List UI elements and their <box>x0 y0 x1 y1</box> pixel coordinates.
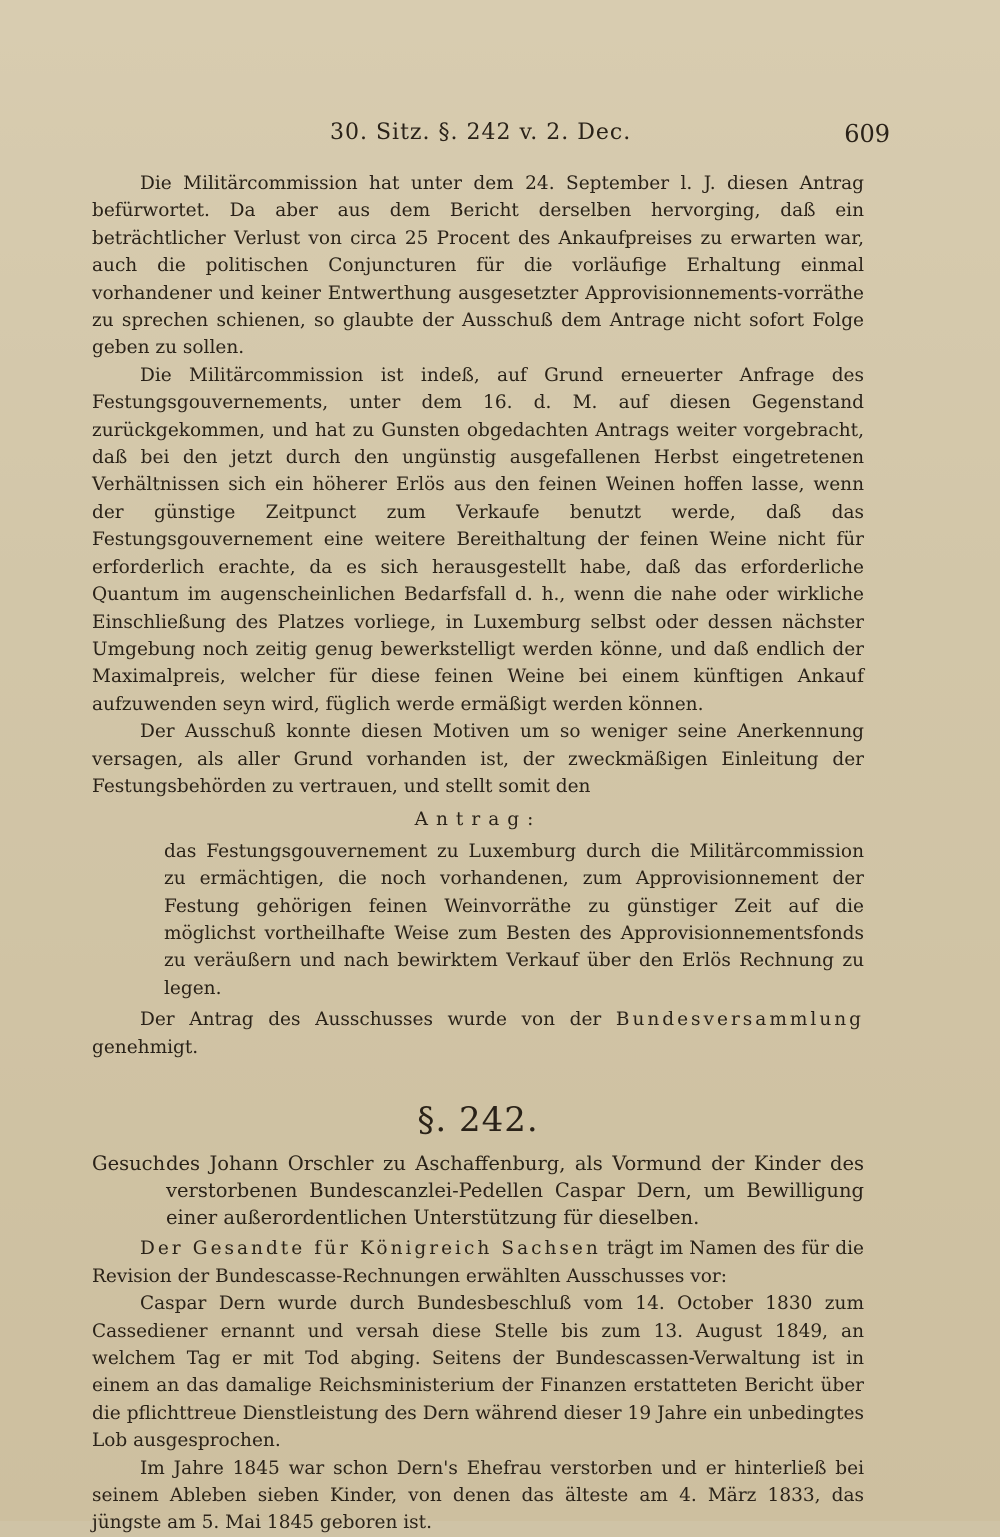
section-title: §. 242. <box>417 1100 539 1140</box>
page-number: 609 <box>844 120 890 148</box>
antrag-heading: Antrag: <box>414 809 542 831</box>
petition-rest: des Johann Orschler zu Aschaffenburg, als Vormund der Kinder des verstorbenen Bundescanzlei-Pedellen Caspar Dern, um Bewilligung einer außerordentlichen Unterstützung für dieselben. <box>166 1152 864 1230</box>
page-body <box>92 170 864 1537</box>
paragraph-1: Die Militärcommission hat unter dem 24. September l. J. diesen Antrag befürwortet. Da aber aus dem Bericht derselben hervorging, daß ein beträchtlicher Verlust von circa 25 Procent des Ankaufpreises zu erwarten war, auch die politischen Conjuncturen für die vorläufige Erhaltung einmal vorhandener und keiner Entwerthung ausgesetzter Approvisionnements-vorräthe zu sprechen schienen, so glaubte der Ausschuß dem Antrage nicht sofort Folge geben zu sollen. <box>92 173 864 359</box>
paragraph-2: Die Militärcommission ist indeß, auf Grund erneuerter Anfrage des Festungsgouvernements, unter dem 16. d. M. auf diesen Gegenstand zurückgekommen, und hat zu Gunsten obgedachten Antrags weiter vorgebracht, daß bei den jetzt durch den ungünstig ausgefallenen Herbst eingetretenen Verhältnissen sich ein höherer Erlös aus den feinen Weinen hoffen lasse, wenn der günstige Zeitpunct zum Verkaufe benutzt werde, daß das Festungsgouvernement eine weitere Bereithaltung der feinen Weine nicht für erforderlich erachte, da es sich herausgestellt habe, daß das erforderliche Quantum im augenscheinlichen Bedarfsfall d. h., wenn die nahe oder wirkliche Einschließung des Platzes vorliege, in Luxemburg selbst oder dessen nächster Umgebung noch zeitig genug bewerkstelligt werden könne, und daß endlich der Maximalpreis, welcher für diese feinen Weine bei einem künftigen Ankauf aufzuwenden seyn wird, füglich werde ermäßigt werden können. <box>92 364 864 715</box>
resolution-paragraph <box>92 1006 864 1061</box>
resolution-before: Der Antrag des Ausschusses wurde von der <box>140 1009 602 1031</box>
resolution-spaced: Bundesversammlung <box>615 1009 864 1031</box>
envoy-paragraph <box>92 1235 864 1290</box>
section-paragraph-1: Caspar Dern wurde durch Bundesbeschluß vom 14. October 1830 zum Cassediener ernannt und versah diese Stelle bis zum 13. August 1849, an welchem Tag er mit Tod abging. Seitens der Bundescassen-Verwaltung ist in einem an das damalige Reichsministerium der Finanzen erstatteten Bericht über die pflichttreue Dienstleistung des Dern während dieser 19 Jahre ein unbedingtes Lob ausgesprochen. <box>92 1293 864 1452</box>
paragraph-3: Der Ausschuß konnte diesen Motiven um so weniger seine Anerkennung versagen, als aller Grund vorhanden ist, der zweckmäßigen Einleitung der Festungsbehörden zu vertrauen, und stellt somit den <box>92 721 864 797</box>
petition-first-word: Gesuch <box>92 1152 166 1176</box>
petition-heading <box>92 1150 864 1231</box>
envoy-name: Der Gesandte für Königreich Sachsen <box>140 1238 601 1260</box>
section-paragraph-2: Im Jahre 1845 war schon Dern's Ehefrau verstorben und er hinterließ bei seinem Ableben sieben Kinder, von denen das älteste am 4. März 1833, das jüngste am 5. Mai 1845 geboren ist. <box>92 1457 864 1534</box>
envoy-rest: trägt im Namen des für die Revision der Bundescasse-Rechnungen erwählten Ausschusses vor: <box>92 1238 864 1287</box>
running-head: 30. Sitz. §. 242 v. 2. Dec. <box>330 120 632 145</box>
antrag-text: das Festungsgouvernement zu Luxemburg durch die Militärcommission zu ermächtigen, die noch vorhandenen, zum Approvisionnement der Festung gehörigen feinen Weinvorräthe zu günstiger Zeit auf die möglichst vortheilhafte Weise zum Besten des Approvisionnementsfonds zu veräußern und nach bewirktem Verkauf über den Erlös Rechnung zu legen. <box>164 840 864 999</box>
page-header <box>300 120 890 160</box>
resolution-after: genehmigt. <box>92 1036 199 1058</box>
